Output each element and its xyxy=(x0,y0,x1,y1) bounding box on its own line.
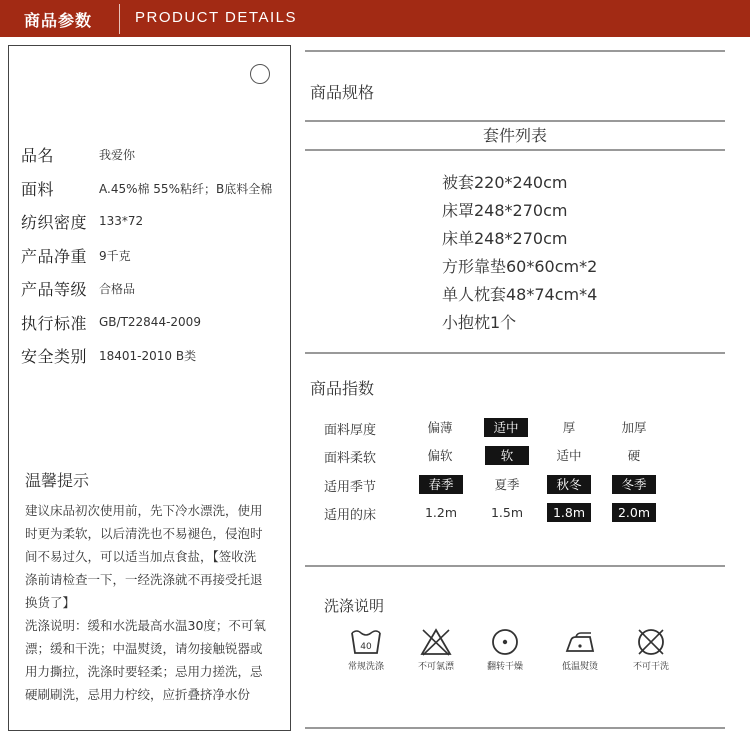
tips-title: 温馨提示 xyxy=(25,471,90,490)
param-value: 9千克 xyxy=(99,248,131,263)
divider xyxy=(305,727,725,729)
index-option: 1.5m xyxy=(490,505,524,520)
index-row-label: 面料柔软 xyxy=(324,451,377,466)
index-title: 商品指数 xyxy=(310,379,375,398)
param-label: 安全类别 xyxy=(21,346,88,366)
header-title-en: PRODUCT DETAILS xyxy=(135,9,297,26)
header-divider xyxy=(119,4,120,34)
kit-item: 方形靠垫60*60cm*2 xyxy=(442,257,598,276)
param-label: 品名 xyxy=(21,145,55,165)
index-row-label: 适用的床 xyxy=(324,508,377,523)
divider xyxy=(305,120,725,122)
header-title-cn: 商品参数 xyxy=(24,11,93,30)
param-row xyxy=(21,243,131,267)
index-option: 1.2m xyxy=(424,505,458,520)
index-option: 硬 xyxy=(627,448,641,463)
low-iron-icon xyxy=(563,627,597,657)
param-label: 面料 xyxy=(21,179,55,199)
wash-40-icon xyxy=(349,627,383,657)
index-option: 夏季 xyxy=(494,477,520,492)
header-bar xyxy=(0,0,750,37)
kit-item: 单人枕套48*74cm*4 xyxy=(442,285,598,304)
param-value: 133*72 xyxy=(99,214,144,228)
index-option-selected: 春季 xyxy=(419,475,463,494)
param-value: 我爱你 xyxy=(99,147,136,162)
divider xyxy=(305,352,725,354)
kit-item: 床罩248*270cm xyxy=(442,201,568,220)
param-row xyxy=(21,310,201,334)
index-option: 偏薄 xyxy=(427,420,453,435)
no-bleach-icon xyxy=(419,627,453,657)
index-option-selected: 秋冬 xyxy=(547,475,591,494)
spec-title: 商品规格 xyxy=(310,83,375,102)
care-item xyxy=(401,627,471,672)
param-value: 合格品 xyxy=(99,281,136,296)
param-value: GB/T22844-2009 xyxy=(99,315,201,329)
param-row xyxy=(21,276,135,300)
index-option-selected: 软 xyxy=(485,446,529,465)
product-tag-card xyxy=(8,45,291,731)
care-label: 常规洗涤 xyxy=(347,662,384,672)
spec-subtitle: 套件列表 xyxy=(482,126,547,145)
param-label: 产品等级 xyxy=(21,279,88,299)
kit-item: 被套220*240cm xyxy=(442,173,568,192)
index-option: 加厚 xyxy=(621,420,647,435)
divider xyxy=(305,565,725,567)
divider xyxy=(305,149,725,151)
param-row xyxy=(21,176,272,200)
care-label: 翻转干燥 xyxy=(486,662,523,672)
care-item xyxy=(331,627,401,672)
kit-item: 小抱枕1个 xyxy=(442,313,517,332)
index-option-selected: 冬季 xyxy=(612,475,656,494)
param-label: 纺织密度 xyxy=(21,212,88,232)
care-label: 不可氯漂 xyxy=(417,662,454,672)
param-value: A.45%棉 55%粘纤；B底料全棉 xyxy=(99,181,273,196)
care-label: 不可干洗 xyxy=(632,662,669,672)
no-dry-clean-icon xyxy=(634,627,668,657)
care-label: 低温熨烫 xyxy=(561,662,598,672)
care-item xyxy=(545,627,615,672)
index-option-selected: 适中 xyxy=(484,418,528,437)
index-option-selected: 1.8m xyxy=(547,503,591,522)
index-option: 厚 xyxy=(562,420,576,435)
param-label: 产品净重 xyxy=(21,246,88,266)
svg-text:40: 40 xyxy=(360,642,372,652)
param-row xyxy=(21,209,143,233)
param-value: 18401-2010 B类 xyxy=(99,348,197,363)
param-row xyxy=(21,343,196,367)
index-option: 偏软 xyxy=(427,448,453,463)
param-row xyxy=(21,142,135,166)
wash-title: 洗涤说明 xyxy=(324,597,385,615)
kit-item: 床单248*270cm xyxy=(442,229,568,248)
tag-hole-icon xyxy=(250,64,270,84)
care-item xyxy=(470,627,540,672)
param-label: 执行标准 xyxy=(21,313,88,333)
index-row-label: 面料厚度 xyxy=(324,423,377,438)
index-option: 适中 xyxy=(556,448,582,463)
tips-text: 建议床品初次使用前，先下冷水漂洗，使用 时更为柔软，以后清洗也不易褪色，侵泡时 间不易过久，可以适当加点食盐，【签收洗 涤前请检查一下，一经洗涤就不再接受托退 换货了】 洗涤说明：缓和水洗最高水温30度；不可氧 漂；缓和干洗；中温熨烫，请勿接触锐器或 用力撕拉，洗涤时要轻柔；忌用力搓洗，忌 硬刷刷洗，忌用力柠绞，应折叠挤净水份 xyxy=(25,503,266,702)
index-option-selected: 2.0m xyxy=(612,503,656,522)
index-row-label: 适用季节 xyxy=(324,480,377,495)
divider xyxy=(305,50,725,52)
care-item xyxy=(616,627,686,672)
tumble-dry-icon xyxy=(488,627,522,657)
